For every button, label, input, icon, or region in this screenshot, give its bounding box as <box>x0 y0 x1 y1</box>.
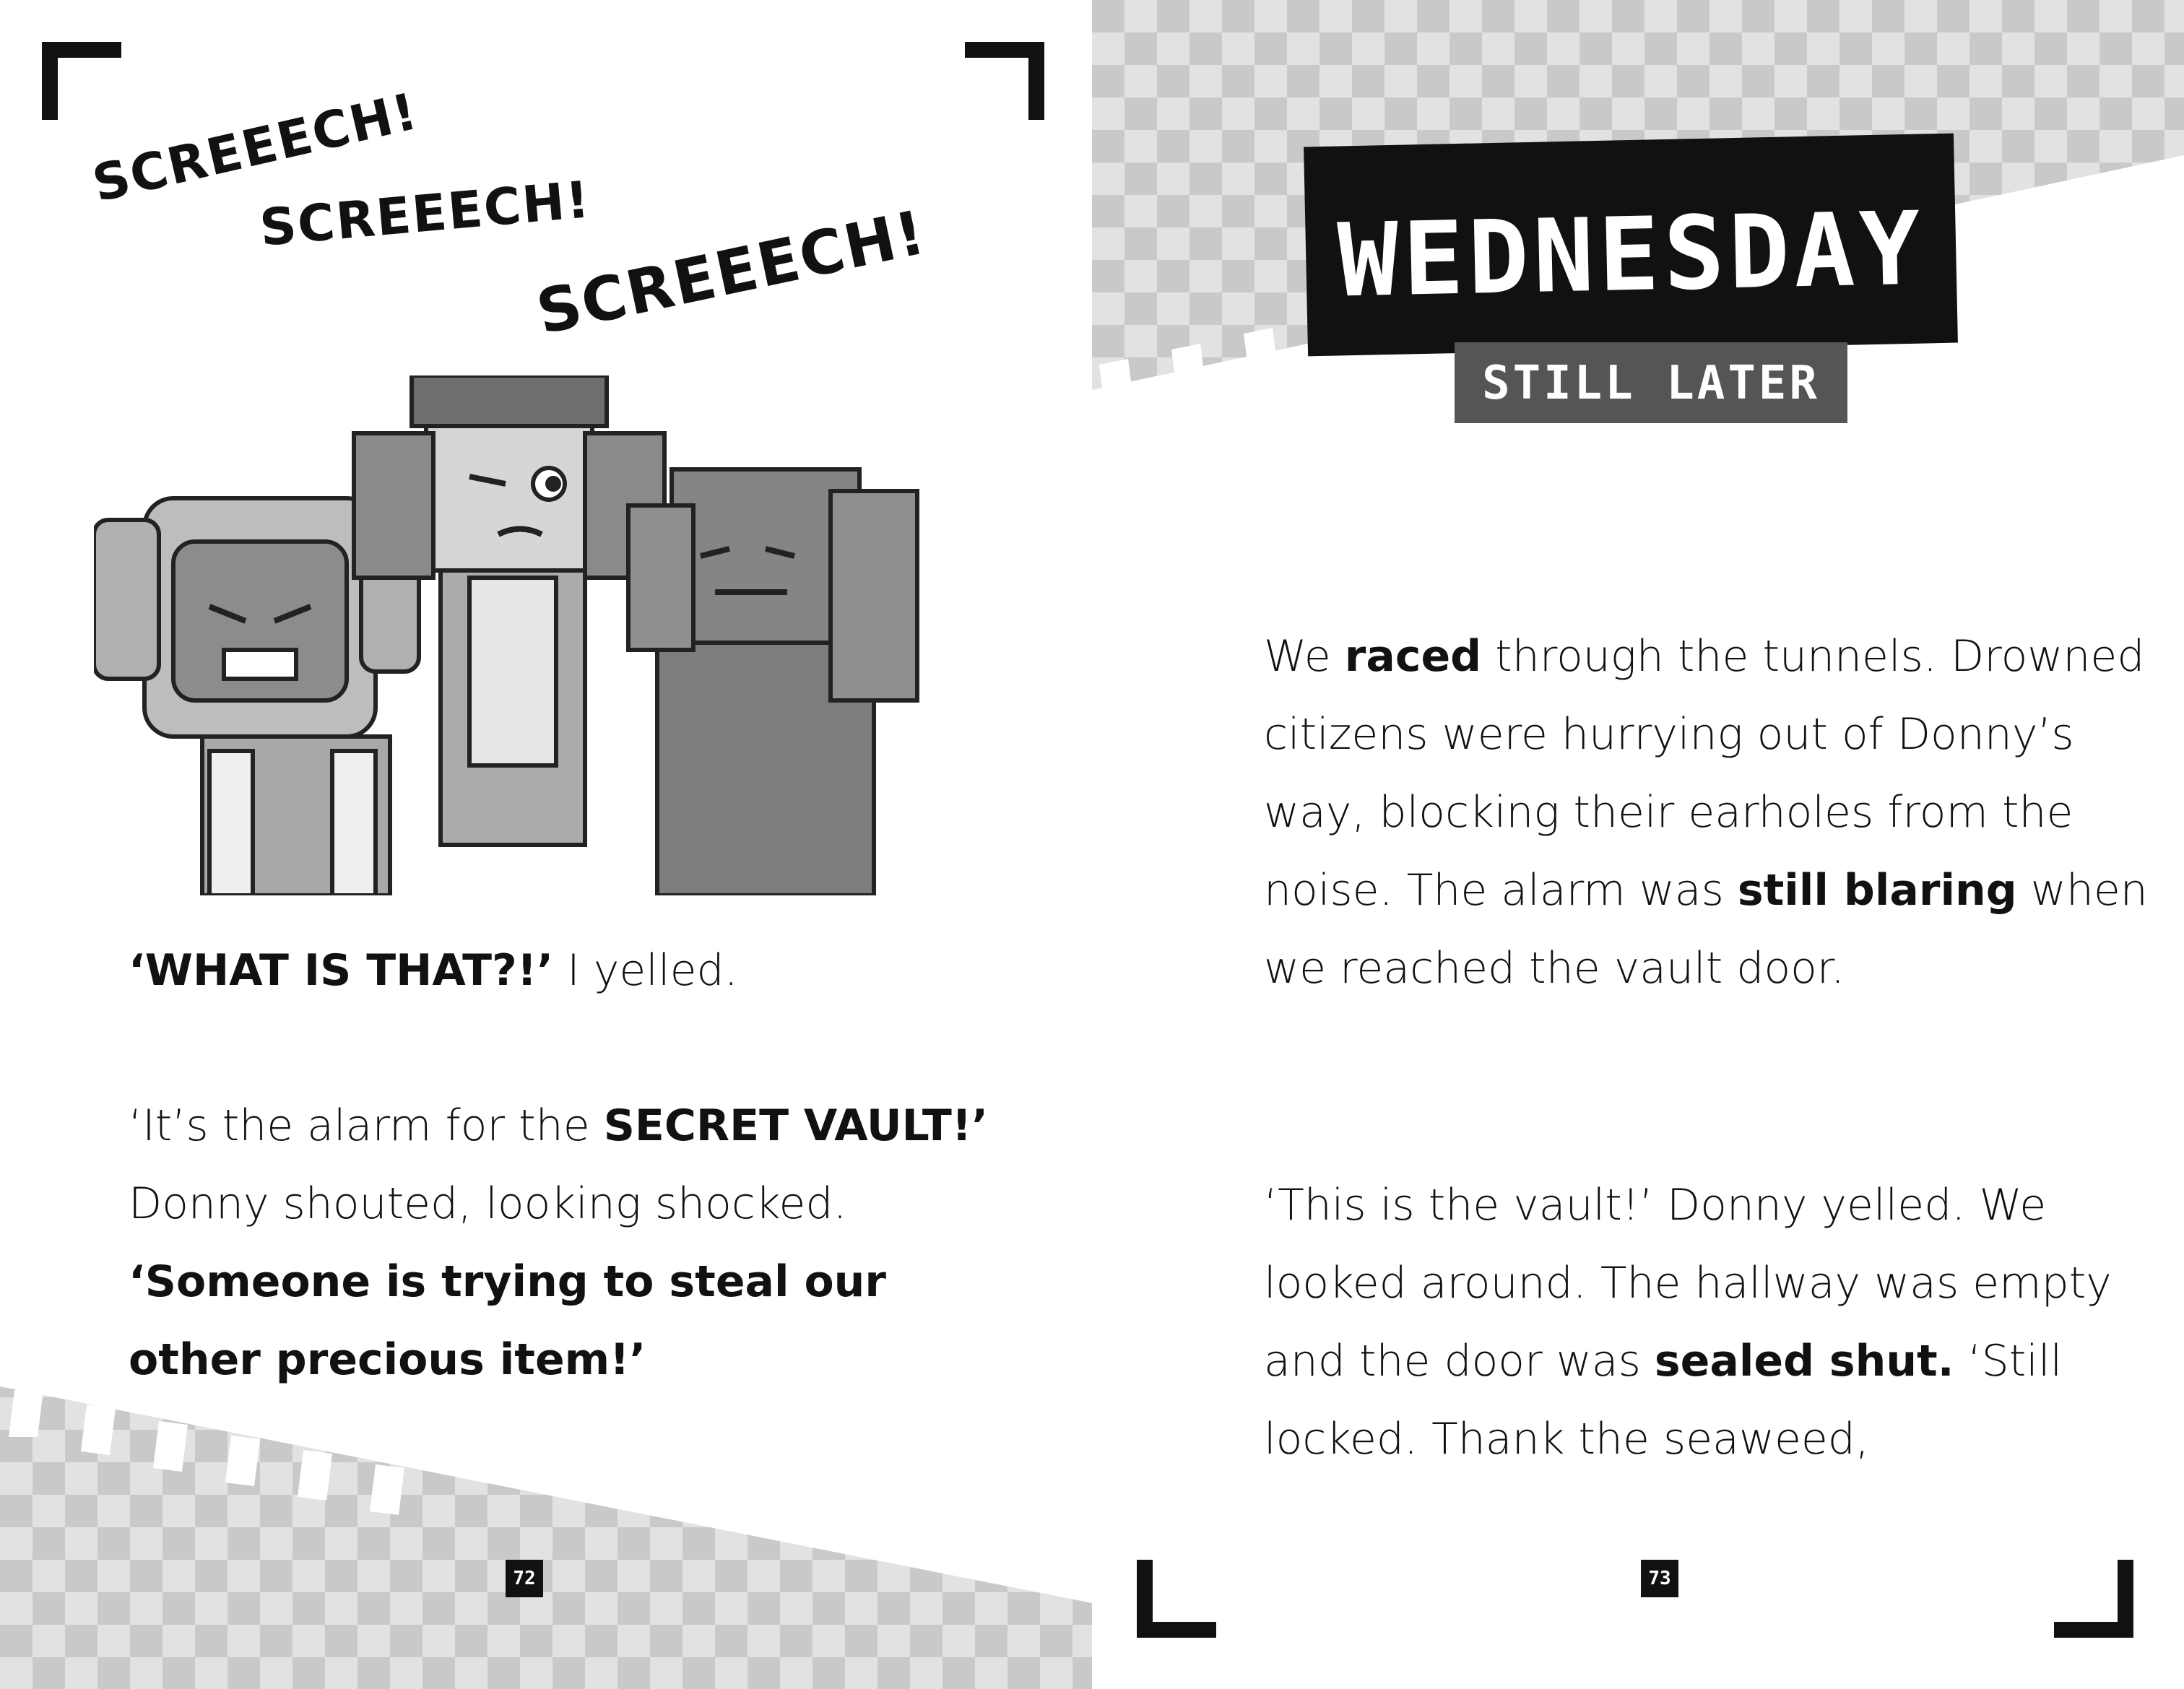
paragraph-text: through the tunnels. Drowned citizens were hurrying out of Donny’s way, blocking their earholes from the noise. The alarm was <box>1264 631 2145 916</box>
sound-effect-2: SCREEECH! <box>257 170 593 258</box>
characters-covering-ears-illustration <box>94 375 968 895</box>
chapter-subtitle-banner <box>1455 342 1847 423</box>
corner-bracket-top-left <box>42 42 114 114</box>
sound-effect-1: SCREEECH! <box>87 81 424 214</box>
corner-bracket-bottom-left <box>1137 1566 1209 1638</box>
sound-effect-3: SCREEECH! <box>530 196 932 348</box>
shout-text: ‘WHAT IS THAT?!’ <box>129 945 554 996</box>
emphasis-text: still blaring <box>1737 865 2017 916</box>
paragraph-text: Donny shouted, looking shocked. <box>129 1178 847 1229</box>
narrative-paragraph-1 <box>1264 617 2159 1007</box>
corner-bracket-top-right <box>972 42 1044 114</box>
chapter-title-banner <box>1304 134 1958 357</box>
emphasis-text: sealed shut. <box>1654 1336 1954 1386</box>
paragraph-text: ‘Still locked. Thank the seaweed, <box>1264 1336 2063 1464</box>
emphasis-text: ‘Someone is trying to steal our other precious item!’ <box>129 1256 886 1385</box>
paragraph-text: I yelled. <box>553 945 738 996</box>
page-number-left: 72 <box>506 1560 543 1597</box>
page-number-right: 73 <box>1641 1560 1678 1597</box>
emphasis-text: raced <box>1344 631 1482 682</box>
paragraph-text: ‘It’s the alarm for the <box>129 1100 604 1151</box>
right-page <box>1092 0 2184 1689</box>
paragraph-text: when we reached the vault door. <box>1264 865 2148 994</box>
corner-bracket-bottom-right <box>2061 1566 2133 1638</box>
paragraph-text: We <box>1264 631 1345 682</box>
dialogue-paragraph-2 <box>129 1087 995 1399</box>
chapter-title: WEDNESDAY <box>1336 190 1926 321</box>
narrative-paragraph-2 <box>1264 1166 2159 1478</box>
paragraph-text: ‘This is the vault!’ Donny yelled. We looked around. The hallway was empty and the door was <box>1264 1180 2112 1386</box>
dialogue-paragraph-1 <box>129 932 995 1010</box>
chapter-subtitle: STILL LATER <box>1482 357 1820 410</box>
emphasis-text: SECRET VAULT!’ <box>603 1100 988 1151</box>
